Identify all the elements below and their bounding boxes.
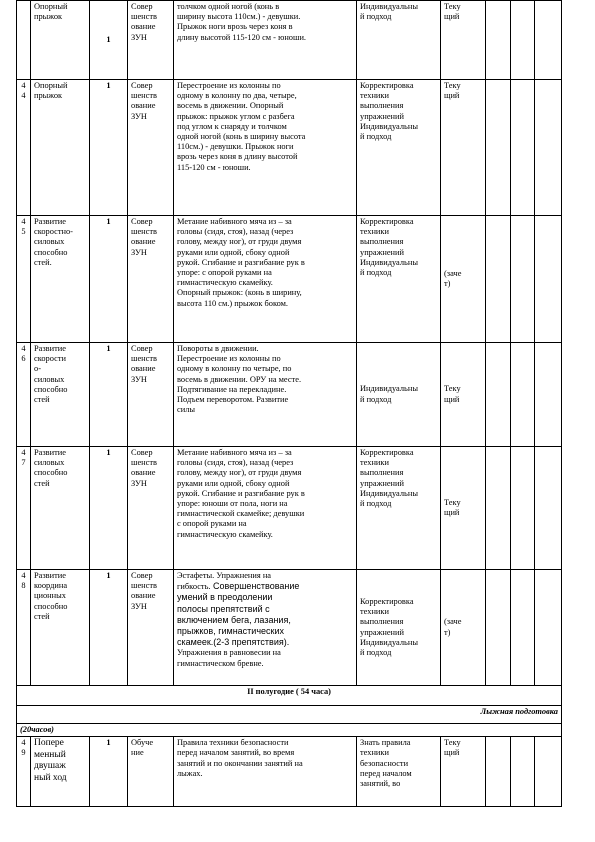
date-plan-cell — [486, 737, 511, 807]
lesson-type: Совер шенств ование ЗУН — [128, 570, 174, 686]
lesson-hours: 1 — [90, 80, 128, 216]
lesson-topic: Опорный прыжок — [31, 80, 90, 216]
lesson-topic: Развитие координа ционных способно стей — [31, 570, 90, 686]
section-title: Лыжная подготовка — [17, 706, 562, 724]
lesson-number — [17, 1, 31, 80]
lesson-method: Корректировка техники выполнения упражнений Индивидуальны й подход — [357, 447, 441, 570]
table-row — [17, 80, 562, 216]
control-type: (заче т) — [441, 216, 486, 343]
lesson-number: 4 5 — [17, 216, 31, 343]
lesson-hours: 1 — [90, 216, 128, 343]
lesson-content-part: Упражнения в равновесии на гимнастическом бревне. — [177, 648, 281, 668]
table-row — [17, 1, 562, 80]
section-row — [17, 706, 562, 724]
lesson-content-part: Совершенствование умений в преодолении полосы препятствий с включением бега, лазания, прыжков, гимнастических скамеек.(2-3 препятствия). — [177, 581, 300, 648]
lesson-topic: Опорный прыжок — [31, 1, 90, 80]
lesson-hours: 1 — [90, 570, 128, 686]
notes-cell — [535, 570, 562, 686]
date-fact-cell — [511, 343, 535, 447]
lesson-number: 4 9 — [17, 737, 31, 807]
control-type: Теку щий — [441, 737, 486, 807]
date-fact-cell — [511, 80, 535, 216]
date-plan-cell — [486, 343, 511, 447]
half-year-row — [17, 686, 562, 706]
lesson-content: Метание набивного мяча из – за головы (сидя, стоя), назад (через голову, между ног), от груди двумя руками или одной, сбоку одной рукой. Сгибание и разгибание рук в упоре: юноши от пола, ноги на гимнастической скамейке; девушки с опорой руками на гимнастическую скамейку. — [174, 447, 357, 570]
lesson-hours: 1 — [90, 447, 128, 570]
section-hours: (20часов) — [17, 724, 562, 737]
table-row — [17, 216, 562, 343]
lesson-type: Совер шенств ование ЗУН — [128, 447, 174, 570]
lesson-type: Совер шенств ование ЗУН — [128, 80, 174, 216]
section-hours-row — [17, 724, 562, 737]
notes-cell — [535, 1, 562, 80]
date-fact-cell — [511, 570, 535, 686]
lesson-hours: 1 — [90, 343, 128, 447]
lesson-content: толчком одной ногой (конь в ширину высота 110см.) - девушки. Прыжок ноги врозь через коня в длину высотой 115-120 см - юноши. — [174, 1, 357, 80]
lesson-content — [174, 570, 357, 686]
lesson-number: 4 6 — [17, 343, 31, 447]
control-type: Теку щий — [441, 343, 486, 447]
lesson-hours: 1 — [90, 737, 128, 807]
date-plan-cell — [486, 216, 511, 343]
date-fact-cell — [511, 1, 535, 80]
lesson-type: Совер шенств ование ЗУН — [128, 343, 174, 447]
lesson-method: Индивидуальны й подход — [357, 343, 441, 447]
date-plan-cell — [486, 1, 511, 80]
lesson-hours: 1 — [90, 1, 128, 80]
lesson-method: Индивидуальны й подход — [357, 1, 441, 80]
table-row — [17, 343, 562, 447]
notes-cell — [535, 737, 562, 807]
lesson-type: Обуче ние — [128, 737, 174, 807]
control-type: Теку щий — [441, 1, 486, 80]
lesson-number: 4 7 — [17, 447, 31, 570]
date-fact-cell — [511, 737, 535, 807]
notes-cell — [535, 216, 562, 343]
lesson-content: Метание набивного мяча из – за головы (сидя, стоя), назад (через голову, между ног), от груди двумя руками или одной, сбоку одной рукой. Сгибание и разгибание рук в упоре: с опорой руками на гимнастическую скамейку. Опорный прыжок: (конь в ширину, высота 110 см.) прыжок боком. — [174, 216, 357, 343]
notes-cell — [535, 447, 562, 570]
table-row — [17, 737, 562, 807]
lesson-content: Повороты в движении. Перестроение из колонны по одному в колонну по четыре, по восемь в движении. ОРУ на месте. Подтягивание на перекладине. Подъем переворотом. Развитие силы — [174, 343, 357, 447]
control-type: (заче т) — [441, 570, 486, 686]
control-type: Теку щий — [441, 447, 486, 570]
lesson-topic: Развитие скоростно- силовых способно стей. — [31, 216, 90, 343]
lesson-number: 4 4 — [17, 80, 31, 216]
lesson-method: Корректировка техники выполнения упражнений Индивидуальны й подход — [357, 216, 441, 343]
lesson-topic: Развитие скорости о- силовых способно стей — [31, 343, 90, 447]
date-fact-cell — [511, 447, 535, 570]
table-row — [17, 570, 562, 686]
lesson-method: Знать правила техники безопасности перед началом занятий, во — [357, 737, 441, 807]
lesson-topic: Развитие силовых способно стей — [31, 447, 90, 570]
lesson-content-part: Эстафеты. Упражнения на гибкость. — [177, 571, 272, 592]
control-type: Теку щий — [441, 80, 486, 216]
lesson-method: Корректировка техники выполнения упражнений Индивидуальны й подход — [357, 570, 441, 686]
lesson-number: 4 8 — [17, 570, 31, 686]
lesson-type: Совер шенств ование ЗУН — [128, 216, 174, 343]
lesson-content: Правила техники безопасности перед началом занятий, во время занятий и по окончании занятий на лыжах. — [174, 737, 357, 807]
lesson-content: Перестроение из колонны по одному в колонну по два, четыре, восемь в движении. Опорный прыжок: прыжок углом с разбега под углом к снаряду и толчком одной ногой (конь в ширину высота 110см.) - девушки. Прыжок ноги врозь через коня в длину высотой 115-120 см - юноши. — [174, 80, 357, 216]
date-plan-cell — [486, 570, 511, 686]
lesson-topic: Попере менный двушаж ный ход — [31, 737, 90, 807]
lesson-plan-table — [16, 0, 562, 807]
half-year-title: II полугодие ( 54 часа) — [17, 686, 562, 706]
date-plan-cell — [486, 80, 511, 216]
notes-cell — [535, 343, 562, 447]
lesson-method: Корректировка техники выполнения упражнений Индивидуальны й подход — [357, 80, 441, 216]
notes-cell — [535, 80, 562, 216]
lesson-type: Совер шенств ование ЗУН — [128, 1, 174, 80]
table-row — [17, 447, 562, 570]
date-plan-cell — [486, 447, 511, 570]
date-fact-cell — [511, 216, 535, 343]
